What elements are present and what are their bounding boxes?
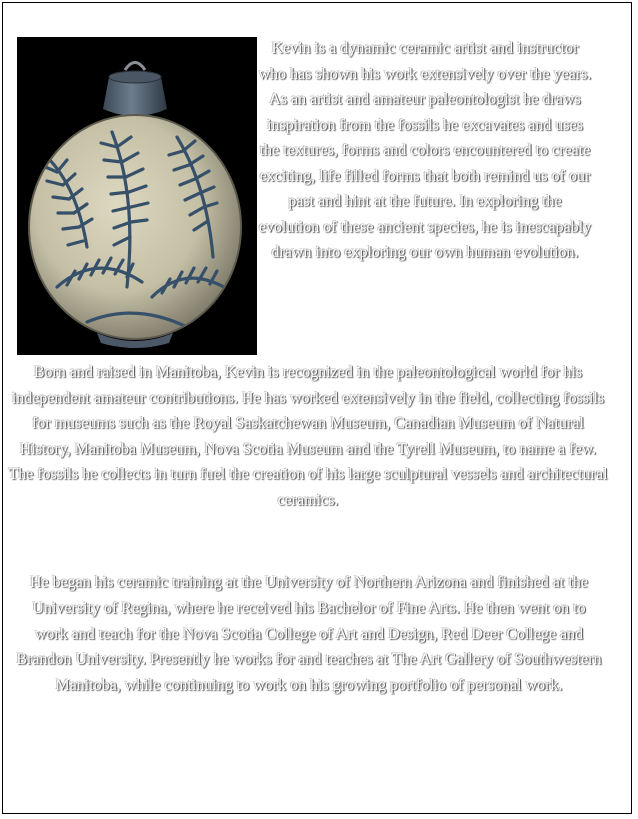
training-paragraph: He began his ceramic training at the University of Northern Arizona and finished at the University of Regina, where he received his Bachelor of Fine Arts. He then went on to work and teach for the Nova Scotia College of Art and Design, Red Deer College and Brandon University. Presently he works for and teaches at The Art Gallery of Southwestern Manitoba, while continuing to work on his growing portfolio of personal work. bbox=[16, 574, 602, 695]
vase-illustration bbox=[17, 37, 257, 355]
intro-paragraph: Kevin is a dynamic ceramic artist and instructor who has shown his work extensively over the years. As an artist and amateur paleontologist he draws inspiration from the fossils he excavates and uses the textures, forms and colors encountered to create exciting, life filled forms that both remind us of our past and hint at the future. In exploring the evolution of these ancient species, he is inescapably drawn into exploring our own human evolution. bbox=[258, 40, 592, 261]
vase-photo bbox=[17, 37, 257, 355]
background-paragraph: Born and raised in Manitoba, Kevin is recognized in the paleontological world for his independent amateur contributions. He has worked extensively in the field, collecting fossils for museums such as the Royal Saskatchewan Museum, Canadian Museum of Natural History, Manitoba Museum, Nova Scotia Museum and the Tyrell Museum, to name a few. The fossils he collects in turn fuel the creation of his large sculptural vessels and architectural ceramics. bbox=[8, 364, 608, 509]
